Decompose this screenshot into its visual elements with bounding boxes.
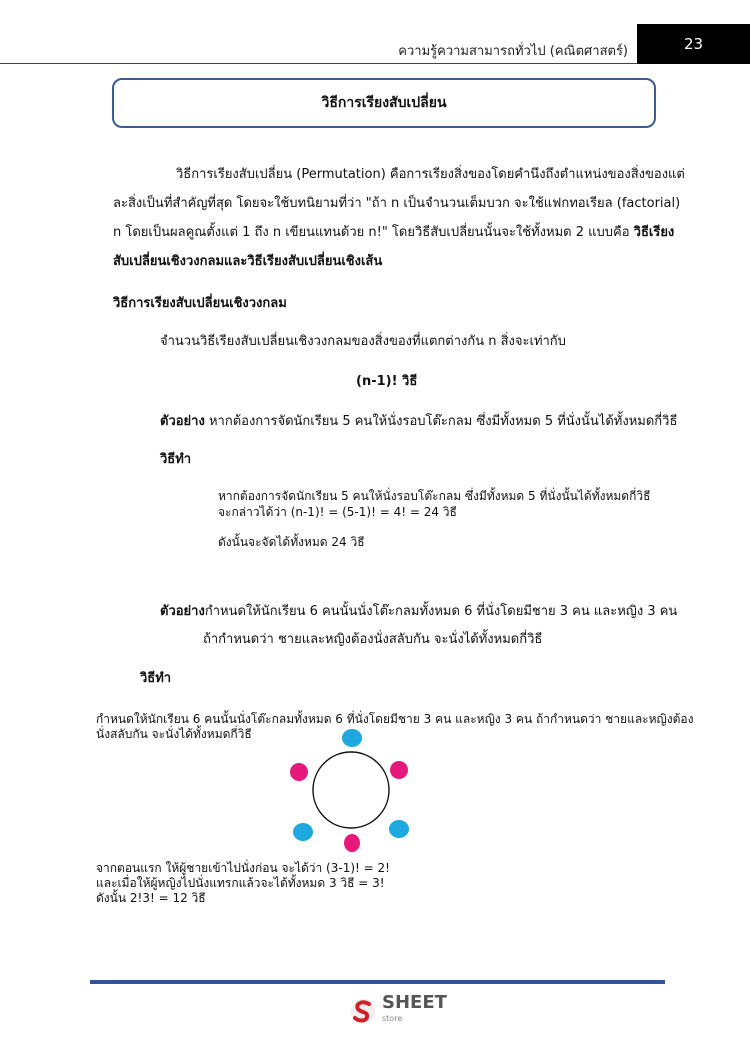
female-seat-left	[290, 763, 308, 781]
example1-solution-label: วิธีทำ	[160, 452, 192, 467]
example2-solution-line-2: นั่งสลับกัน จะนั่งได้ทั้งหมดกี่วิธี	[96, 727, 252, 741]
example1-label: ตัวอย่าง	[160, 414, 205, 429]
intro-line-3-text: n โดยเป็นผลคูณตั้งแต่ 1 ถึง n เขียนแทนด้วย n!" โดยวิธีสับเปลี่ยนนั้นจะใช้ทั้งหมด 2 แบบคือ	[113, 225, 634, 240]
footer-bar	[90, 980, 665, 984]
example2-question-line-2: ถ้ากำหนดว่า ชายและหญิงต้องนั่งสลับกัน จะนั่งได้ทั้งหมดกี่วิธี	[203, 632, 543, 647]
example1-text: หากต้องการจัดนักเรียน 5 คนให้นั่งรอบโต๊ะกลม ซึ่งมีทั้งหมด 5 ที่นั่งนั้นได้ทั้งหมดกี่วิธี	[204, 414, 678, 429]
circular-formula: (n-1)! วิธี	[356, 374, 418, 389]
logo-subtext: store	[382, 1014, 403, 1023]
example1-solution-line-2: จะกล่าวได้ว่า (n-1)! = (5-1)! = 4! = 24 วิธี	[218, 505, 457, 519]
example2-solution-line-1: กำหนดให้นักเรียน 6 คนนั้นนั่งโต๊ะกลมทั้งหมด 6 ที่นั่งโดยมีชาย 3 คน และหญิง 3 คน ถ้ากำหนดว่า ชายและหญิงต้อง	[96, 712, 694, 726]
circular-heading: วิธีการเรียงสับเปลี่ยนเชิงวงกลม	[113, 296, 287, 311]
running-header-title: ความรู้ความสามารถทั่วไป (คณิตศาสตร์)	[398, 44, 628, 59]
female-seat-right	[390, 761, 408, 779]
intro-line-2: ละสิ่งเป็นที่สำคัญที่สุด โดยจะใช้บทนิยามที่ว่า "ถ้า n เป็นจำนวนเต็มบวก จะใช้แฟกทอเรียล (factorial)	[113, 196, 681, 211]
intro-line-3-bold: วิธีเรียง	[633, 225, 675, 240]
example2-result-line-1: จากตอนแรก ให้ผู้ชายเข้าไปนั่งก่อน จะได้ว่า (3-1)! = 2!	[96, 861, 390, 875]
sheet-store-logo	[348, 992, 447, 1027]
intro-line-3	[113, 218, 674, 247]
intro-line-4: สับเปลี่ยนเชิงวงกลมและวิธีเรียงสับเปลี่ยนเชิงเส้น	[113, 254, 383, 269]
intro-line-1: วิธีการเรียงสับเปลี่ยน (Permutation) คือการเรียงสิ่งของโดยคำนึงถึงตำแหน่งของสิ่งของแต่	[176, 167, 685, 182]
page-number: 23	[637, 24, 750, 64]
example2-text: กำหนดให้นักเรียน 6 คนนั้นนั่งโต๊ะกลมทั้งหมด 6 ที่นั่งโดยมีชาย 3 คน และหญิง 3 คน	[204, 604, 678, 619]
female-seat-bottom	[344, 834, 360, 852]
example1-question	[160, 410, 677, 431]
example2-solution-label: วิธีทำ	[140, 671, 172, 686]
male-seat-top	[342, 729, 362, 747]
male-seat-bottom-left	[293, 823, 313, 841]
example1-solution-line-1: หากต้องการจัดนักเรียน 5 คนให้นั่งรอบโต๊ะกลม ซึ่งมีทั้งหมด 5 ที่นั่งนั้นได้ทั้งหมดกี่วิธี	[218, 489, 651, 503]
example2-label: ตัวอย่าง	[160, 604, 205, 619]
sheet-logo-icon	[348, 997, 378, 1025]
round-table	[313, 752, 389, 828]
section-title: วิธีการเรียงสับเปลี่ยน	[112, 78, 656, 128]
round-table-diagram	[280, 722, 430, 862]
circular-description: จำนวนวิธีเรียงสับเปลี่ยนเชิงวงกลมของสิ่งของที่แตกต่างกัน n สิ่งจะเท่ากับ	[160, 334, 566, 349]
logo-text: SHEET	[382, 992, 447, 1013]
example2-question	[160, 600, 677, 621]
example2-result-line-2: และเมื่อให้ผู้หญิงไปนั่งแทรกแล้วจะได้ทั้งหมด 3 วิธี = 3!	[96, 876, 385, 890]
example2-result-line-3: ดังนั้น 2!3! = 12 วิธี	[96, 891, 206, 905]
header-divider	[0, 63, 637, 64]
example1-solution-line-3: ดังนั้นจะจัดได้ทั้งหมด 24 วิธี	[218, 535, 365, 549]
logo-wordmark	[382, 992, 447, 1027]
male-seat-bottom-right	[389, 820, 409, 838]
